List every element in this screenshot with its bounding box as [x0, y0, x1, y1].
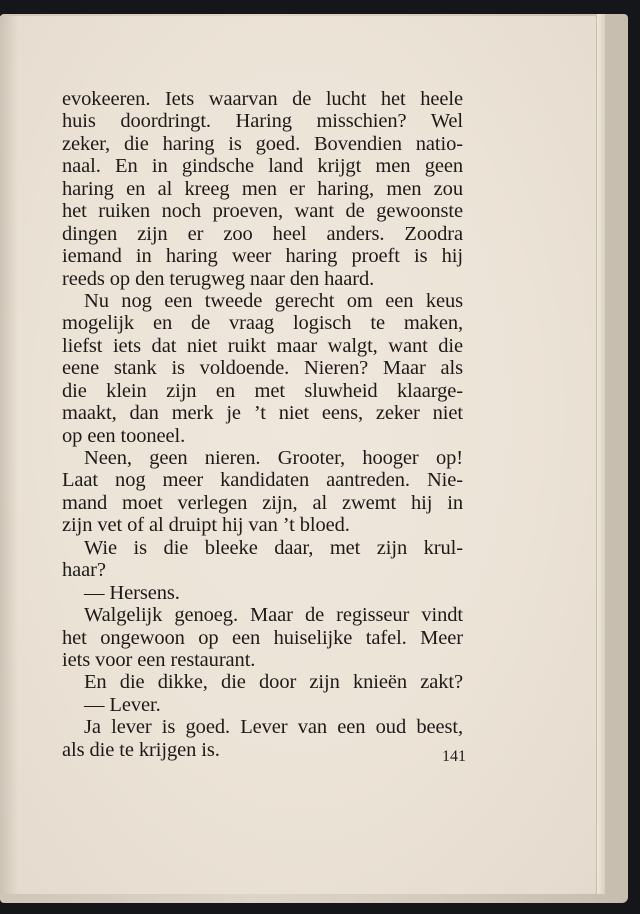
text-line: iets voor een restaurant. [62, 648, 256, 671]
text-line: dingen zijn er zoo heel anders. Zoodra [62, 222, 463, 245]
text-line: evokeeren. Iets waarvan de lucht het heele [62, 88, 463, 110]
text-line: zeker, die haring is goed. Bovendien natio- [62, 132, 463, 155]
text-line: liefst iets dat niet ruikt maar walgt, want die [62, 334, 463, 357]
text-line: maakt, dan merk je ’t niet eens, zeker niet [62, 402, 463, 425]
text-line: huis doordringt. Haring misschien? Wel [62, 110, 463, 133]
text-line: eene stank is voldoende. Nieren? Maar als [62, 357, 463, 380]
text-line: het ruiken noch proeven, want de gewoonste [62, 200, 463, 223]
text-line: reeds op den terugweg naar den haard. [62, 267, 375, 290]
text-line: mogelijk en de vraag logisch te maken, [62, 312, 463, 335]
text-line: Wie is die bleeke daar, met zijn krul- [84, 536, 463, 559]
page-edges [596, 14, 605, 894]
text-line: Ja lever is goed. Lever van een oud beest, [84, 716, 463, 739]
book-gutter-shadow [0, 16, 18, 894]
page-number: 141 [442, 748, 466, 765]
text-line: op een tooneel. [62, 424, 186, 447]
text-line: het ongewoon op een huiselijke tafel. Meer [62, 626, 463, 649]
text-line: als die te krijgen is. [62, 738, 220, 761]
text-line: haar? [62, 559, 106, 582]
text-line: iemand in haring weer haring proeft is hij [62, 245, 463, 268]
text-line: zijn vet of al druipt hij van ’t bloed. [62, 514, 350, 537]
text-line: haring en al kreeg men er haring, men zou [62, 177, 463, 200]
text-line: — Lever. [84, 693, 161, 716]
text-line: En die dikke, die door zijn knieën zakt? [84, 671, 463, 694]
text-line: naal. En in gindsche land krijgt men geen [62, 155, 463, 178]
text-line: Walgelijk genoeg. Maar de regisseur vindt [84, 604, 463, 627]
text-line: Neen, geen nieren. Grooter, hooger op! [84, 447, 463, 469]
text-line: — Hersens. [84, 581, 180, 604]
text-line: Laat nog meer kandidaten aantreden. Nie- [62, 469, 463, 492]
text-line: mand moet verlegen zijn, al zwemt hij in [62, 491, 463, 514]
text-line: Nu nog een tweede gerecht om een keus [84, 289, 463, 312]
text-line: die klein zijn en met sluwheid klaarge- [62, 379, 463, 402]
body-text [62, 88, 463, 761]
